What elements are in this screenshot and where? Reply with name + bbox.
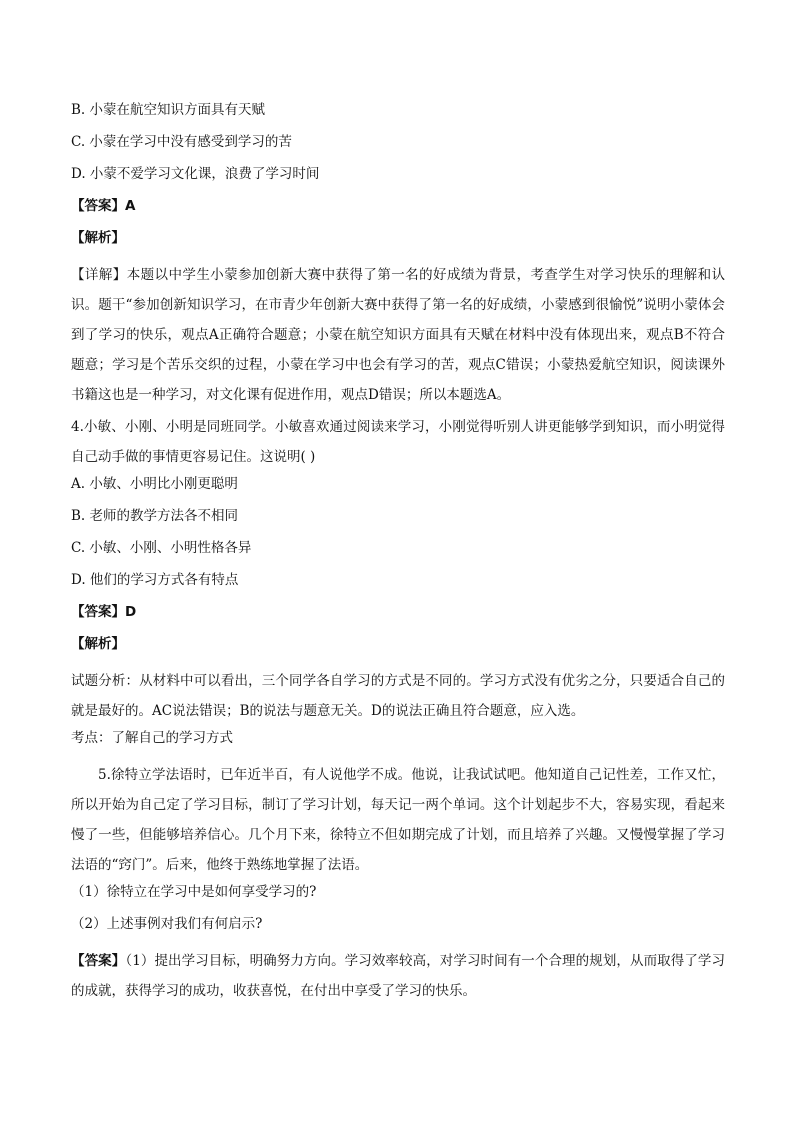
question-4-stem: 4.小敏、小刚、小明是同班同学。小敏喜欢通过阅读来学习，小刚觉得听别人讲更能够学到知识，而小明觉得自己动手做的事情更容易记住。这说明( ) xyxy=(71,419,725,465)
q5-answer-text: （1）提出学习目标，明确努力方向。学习效率较高，对学习时间有一个合理的规划，从而取得了学习的成就，获得学习的成功，收获喜悦，在付出中享受了学习的快乐。 xyxy=(71,953,726,999)
q5-answer-paragraph xyxy=(71,946,725,1006)
question-5-stem: 5.徐特立学法语时，已年近半百，有人说他学不成。他说，让我试试吧。他知道自己记性差，工作又忙，所以开始为自己定了学习目标，制订了学习计划，每天记一两个单词。这个计划起步不大，容易实现，看起来慢了一些，但能够培养信心。几个月下来，徐特立不但如期完成了计划，而且培养了兴趣。又慢慢掌握了学习法语的“窍门”。后来，他终于熟练地掌握了法语。 xyxy=(71,767,725,873)
q4-answer-label: 【答案】D xyxy=(71,604,137,620)
q4-analysis-paragraph: 试题分析：从材料中可以看出，三个同学各自学习的方式是不同的。学习方式没有优劣之分，只要适合自己的就是最好的。AC说法错误；B的说法与题意无关。D的说法正确且符合题意，应入选。 xyxy=(71,673,725,719)
document-page xyxy=(71,100,725,1008)
q5-subquestion-1: （1）徐特立在学习中是如何享受学习的? xyxy=(71,884,317,900)
q4-option-d: D. 他们的学习方式各有特点 xyxy=(71,572,239,588)
q4-option-a: A. 小敏、小明比小刚更聪明 xyxy=(71,476,238,492)
analysis-label: 【解析】 xyxy=(71,230,125,246)
q5-subquestion-2: （2）上述事例对我们有何启示? xyxy=(71,916,263,932)
q4-option-b: B. 老师的教学方法各不相同 xyxy=(71,508,239,524)
detail-paragraph: 【详解】本题以中学生小蒙参加创新大赛中获得了第一名的好成绩为背景，考查学生对学习快乐的理解和认识。题干“参加创新知识学习，在市青少年创新大赛中获得了第一名的好成绩，小蒙感到很愉悦”说明小蒙体会到了学习的快乐，观点A正确符合题意；小蒙在航空知识方面具有天赋在材料中没有体现出来，观点B不符合题意；学习是个苦乐交织的过程，小蒙在学习中也会有学习的苦，观点C错误；小蒙热爱航空知识，阅读课外书籍这也是一种学习，对文化课有促进作用，观点D错误；所以本题选A。 xyxy=(71,267,725,403)
answer-label: 【答案】A xyxy=(71,198,136,214)
option-c: C. 小蒙在学习中没有感受到学习的苦 xyxy=(71,134,292,150)
q4-option-c: C. 小敏、小刚、小明性格各异 xyxy=(71,540,252,556)
option-b: B. 小蒙在航空知识方面具有天赋 xyxy=(71,102,266,118)
q5-answer-label: 【答案】 xyxy=(71,953,126,969)
q4-knowledge-point: 考点：了解自己的学习方式 xyxy=(71,730,233,746)
option-d: D. 小蒙不爱学习文化课，浪费了学习时间 xyxy=(71,166,320,182)
q4-analysis-label: 【解析】 xyxy=(71,636,125,652)
